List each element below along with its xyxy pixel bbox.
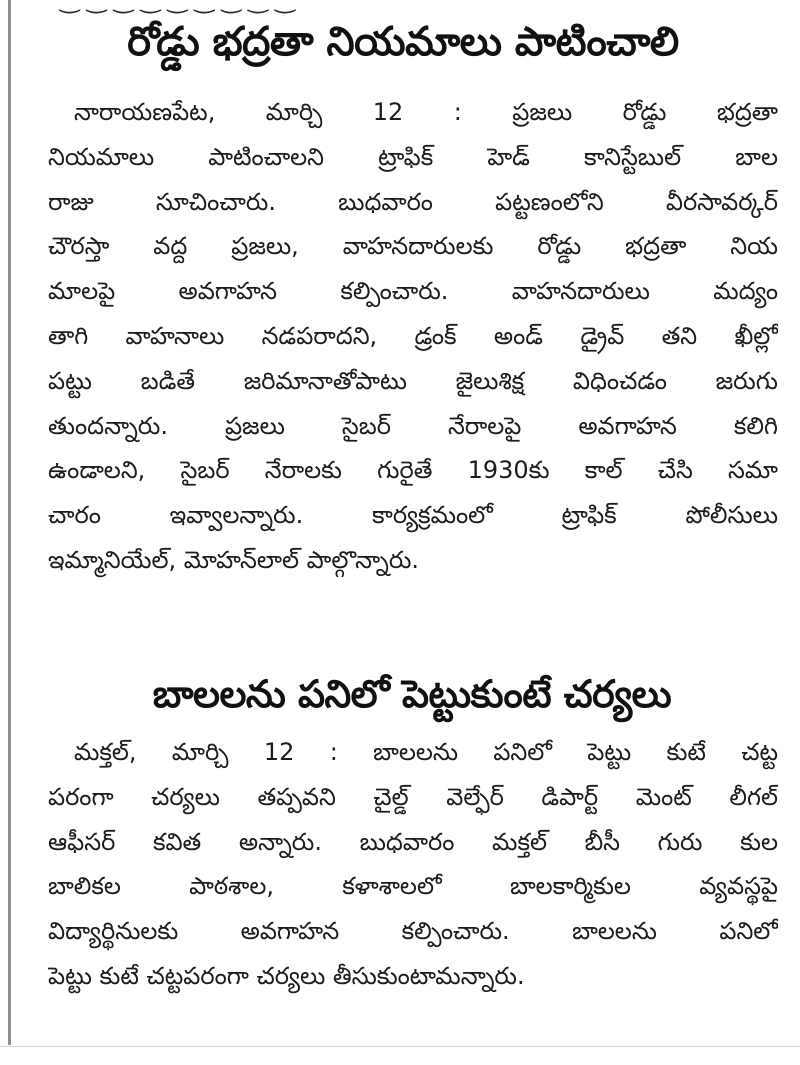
article-1-line: చారం ఇవ్వాలన్నారు. కార్యక్రమంలో ట్రాఫిక్ పోలీసులు [48, 501, 778, 530]
article-2-line: విద్యార్థినులకు అవగాహన కల్పించారు. బాలలను పనిలో [48, 917, 778, 946]
article-1-line: చౌరస్తా వద్ద ప్రజలు, వాహనదారులకు రోడ్డు భద్రతా నియ [48, 232, 778, 261]
article-1-line: తుందన్నారు. ప్రజలు సైబర్ నేరాలపై అవగాహన కలిగి [48, 411, 778, 440]
article-1-line: తాగి వాహనాలు నడపరాదని, డ్రంక్ అండ్ డ్రైవ్ తని ఖీల్లో [48, 321, 778, 350]
article-2-line: పరంగా చర్యలు తప్పవని చైల్డ్ వెల్ఫేర్ డిపార్ట్ మెంట్ లీగల్ [48, 782, 778, 811]
article-2-body [48, 730, 778, 999]
article-1-line: నియమాలు పాటించాలని ట్రాఫిక్ హెడ్ కానిస్టేబుల్ బాల [48, 142, 778, 171]
clipped-previous-text: ‿ ‿ ‿ ‿ ‿ ‿ ‿ ‿ ‿ [60, 0, 295, 14]
article-2-line: బాలికల పాఠశాల, కళాశాలలో బాలకార్మికుల వ్యవస్థపై [48, 872, 778, 901]
article-1-line: మాలపై అవగాహన కల్పించారు. వాహనదారులు మద్యం [48, 277, 778, 306]
article-2-line: పెట్టు కుటే చట్టపరంగా చర్యలు తీసుకుంటామన్నారు. [48, 961, 525, 990]
article-1-line: నారాయణపేట, మార్చి 12 : ప్రజలు రోడ్డు భద్రతా [74, 98, 778, 126]
article-1-headline: రోడ్డు భద్రతా నియమాలు పాటించాలి [127, 19, 679, 65]
article-1-line: పట్టు బడితే జరిమానాతోపాటు జైలుశిక్ష విధించడం జరుగు [48, 366, 778, 395]
page-bottom-edge [0, 1046, 800, 1047]
article-2-line: మక్తల్, మార్చి 12 : బాలలను పనిలో పెట్టు కుటే చట్ట [74, 738, 778, 766]
article-1-body [48, 90, 778, 583]
article-1-line: ఉండాలని, సైబర్ నేరాలకు గురైతే 1930కు కాల్ చేసి సమా [48, 456, 778, 485]
article-1-line: రాజు సూచించారు. బుధవారం పట్టణంలోని వీరసావర్కర్ [48, 187, 778, 216]
column-divider [8, 0, 11, 1045]
article-2-headline: బాలలను పనిలో పెట్టుకుంటే చర్యలు [152, 672, 672, 716]
article-1-line: ఇమ్మానియేల్, మోహన్‌లాల్ పాల్గొన్నారు. [48, 545, 420, 574]
article-2-line: ఆఫీసర్ కవిత అన్నారు. బుధవారం మక్తల్ బీసీ గురు కుల [48, 827, 778, 856]
